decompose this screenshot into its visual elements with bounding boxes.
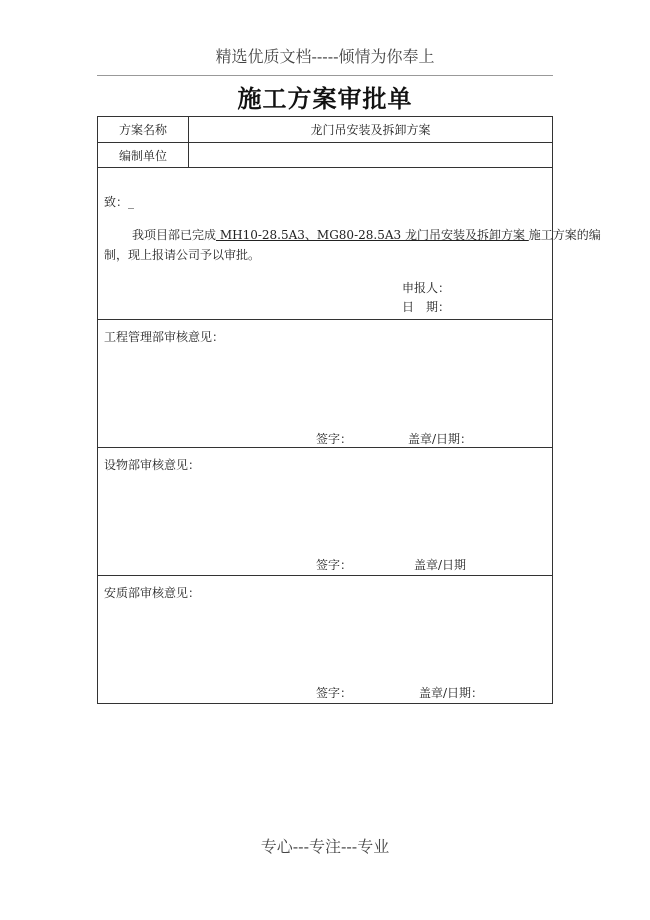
submission-section (98, 168, 601, 320)
unit-row (98, 143, 552, 168)
review-title: 设物部审核意见： (104, 458, 201, 472)
applicant-label: 申报人： (402, 281, 451, 295)
seal-date-label: 盖章/日期： (419, 686, 484, 700)
date-label: 日 期： (402, 300, 451, 314)
submission-body-line2: 制，现上报请公司予以审批。 (104, 248, 261, 262)
review-title: 安质部审核意见： (104, 586, 201, 600)
seal-date-label: 盖章/日期 (414, 558, 467, 572)
plan-name-value[interactable]: 龙门吊安装及拆卸方案 (310, 123, 431, 137)
body-suffix: 施工方案的编 (528, 228, 601, 242)
sign-label: 签字： (316, 558, 353, 572)
review-section-equipment (98, 448, 552, 576)
page-footer-text: 专心---专注---专业 (260, 837, 390, 856)
unit-label: 编制单位 (98, 143, 189, 167)
sign-label: 签字： (316, 686, 353, 700)
page-header-text: 精选优质文档-----倾情为你奉上 (215, 47, 435, 66)
plan-name-row (98, 117, 552, 143)
sign-label: 签字： (316, 432, 353, 446)
header-divider (97, 75, 553, 76)
body-subject: MH10-28.5A3、MG80-28.5A3 龙门吊安装及拆卸方案 (216, 228, 529, 242)
approval-form (97, 116, 601, 704)
review-title: 工程管理部审核意见： (104, 330, 225, 344)
submission-body-line1 (132, 226, 601, 243)
plan-name-label: 方案名称 (98, 117, 189, 142)
seal-date-label: 盖章/日期： (408, 432, 473, 446)
addressee: 致：_ (104, 195, 135, 209)
form-title: 施工方案审批单 (237, 85, 413, 113)
review-section-safety (98, 576, 552, 703)
review-section-engineering (98, 320, 552, 448)
unit-value[interactable] (189, 143, 552, 167)
body-prefix: 我项目部已完成 (132, 228, 217, 242)
